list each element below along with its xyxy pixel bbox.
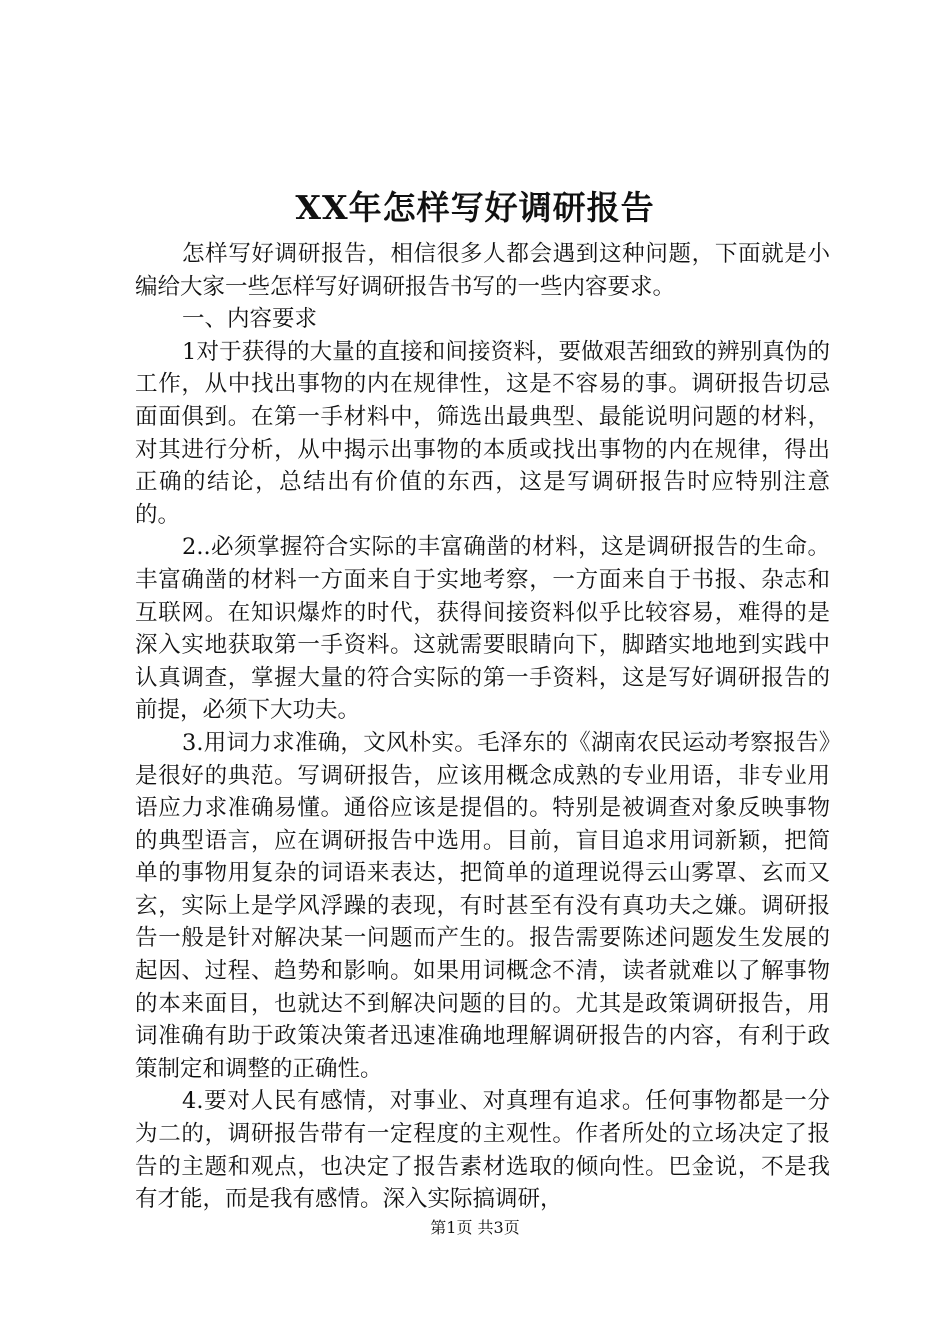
page-number-footer: 第1页 共3页 — [430, 1218, 520, 1237]
intro-paragraph: 怎样写好调研报告，相信很多人都会遇到这种问题，下面就是小编给大家一些怎样写好调研报告书写的一些内容要求。 — [135, 241, 830, 300]
paragraph-point-1: 1对于获得的大量的直接和间接资料，要做艰苦细致的辨别真伪的工作，从中找出事物的内在规律性，这是不容易的事。调研报告切忌面面俱到。在第一手材料中，筛选出最典型、最能说明问题的材料，对其进行分析，从中揭示出事物的本质或找出事物的内在规律，得出正确的结论，总结出有价值的东西，这是写调研报告时应特别注意的。 — [135, 338, 830, 528]
section-heading-content-requirements: 一、内容要求 — [182, 306, 318, 333]
paragraph-point-2: 2..必须掌握符合实际的丰富确凿的材料，这是调研报告的生命。丰富确凿的材料一方面来自于实地考察，一方面来自于书报、杂志和互联网。在知识爆炸的时代，获得间接资料似乎比较容易，难得的是深入实地获取第一手资料。这就需要眼睛向下，脚踏实地地到实践中认真调查，掌握大量的符合实际的第一手资料，这是写好调研报告的前提，必须下大功夫。 — [135, 534, 830, 724]
paragraph-point-4: 4.要对人民有感情，对事业、对真理有追求。任何事物都是一分为二的，调研报告带有一定程度的主观性。作者所处的立场决定了报告的主题和观点，也决定了报告素材选取的倾向性。巴金说，不是我有才能，而是我有感情。深入实际搞调研， — [135, 1088, 830, 1213]
document-body — [135, 238, 830, 1216]
paragraph-point-3: 3.用词力求准确，文风朴实。毛泽东的《湖南农民运动考察报告》是很好的典范。写调研报告，应该用概念成熟的专业用语，非专业用语应力求准确易懂。通俗应该是提倡的。特别是被调查对象反映事物的典型语言，应在调研报告中选用。目前，盲目追求用词新颖，把简单的事物用复杂的词语来表达，把简单的道理说得云山雾罩、玄而又玄，实际上是学风浮躁的表现，有时甚至有没有真功夫之嫌。调研报告一般是针对解决某一问题而产生的。报告需要陈述问题发生发展的起因、过程、趋势和影响。如果用词概念不清，读者就难以了解事物的本来面目，也就达不到解决问题的目的。尤其是政策调研报告，用词准确有助于政策决策者迅速准确地理解调研报告的内容，有利于政策制定和调整的正确性。 — [135, 729, 830, 1082]
document-title: XX年怎样写好调研报告 — [295, 188, 655, 227]
